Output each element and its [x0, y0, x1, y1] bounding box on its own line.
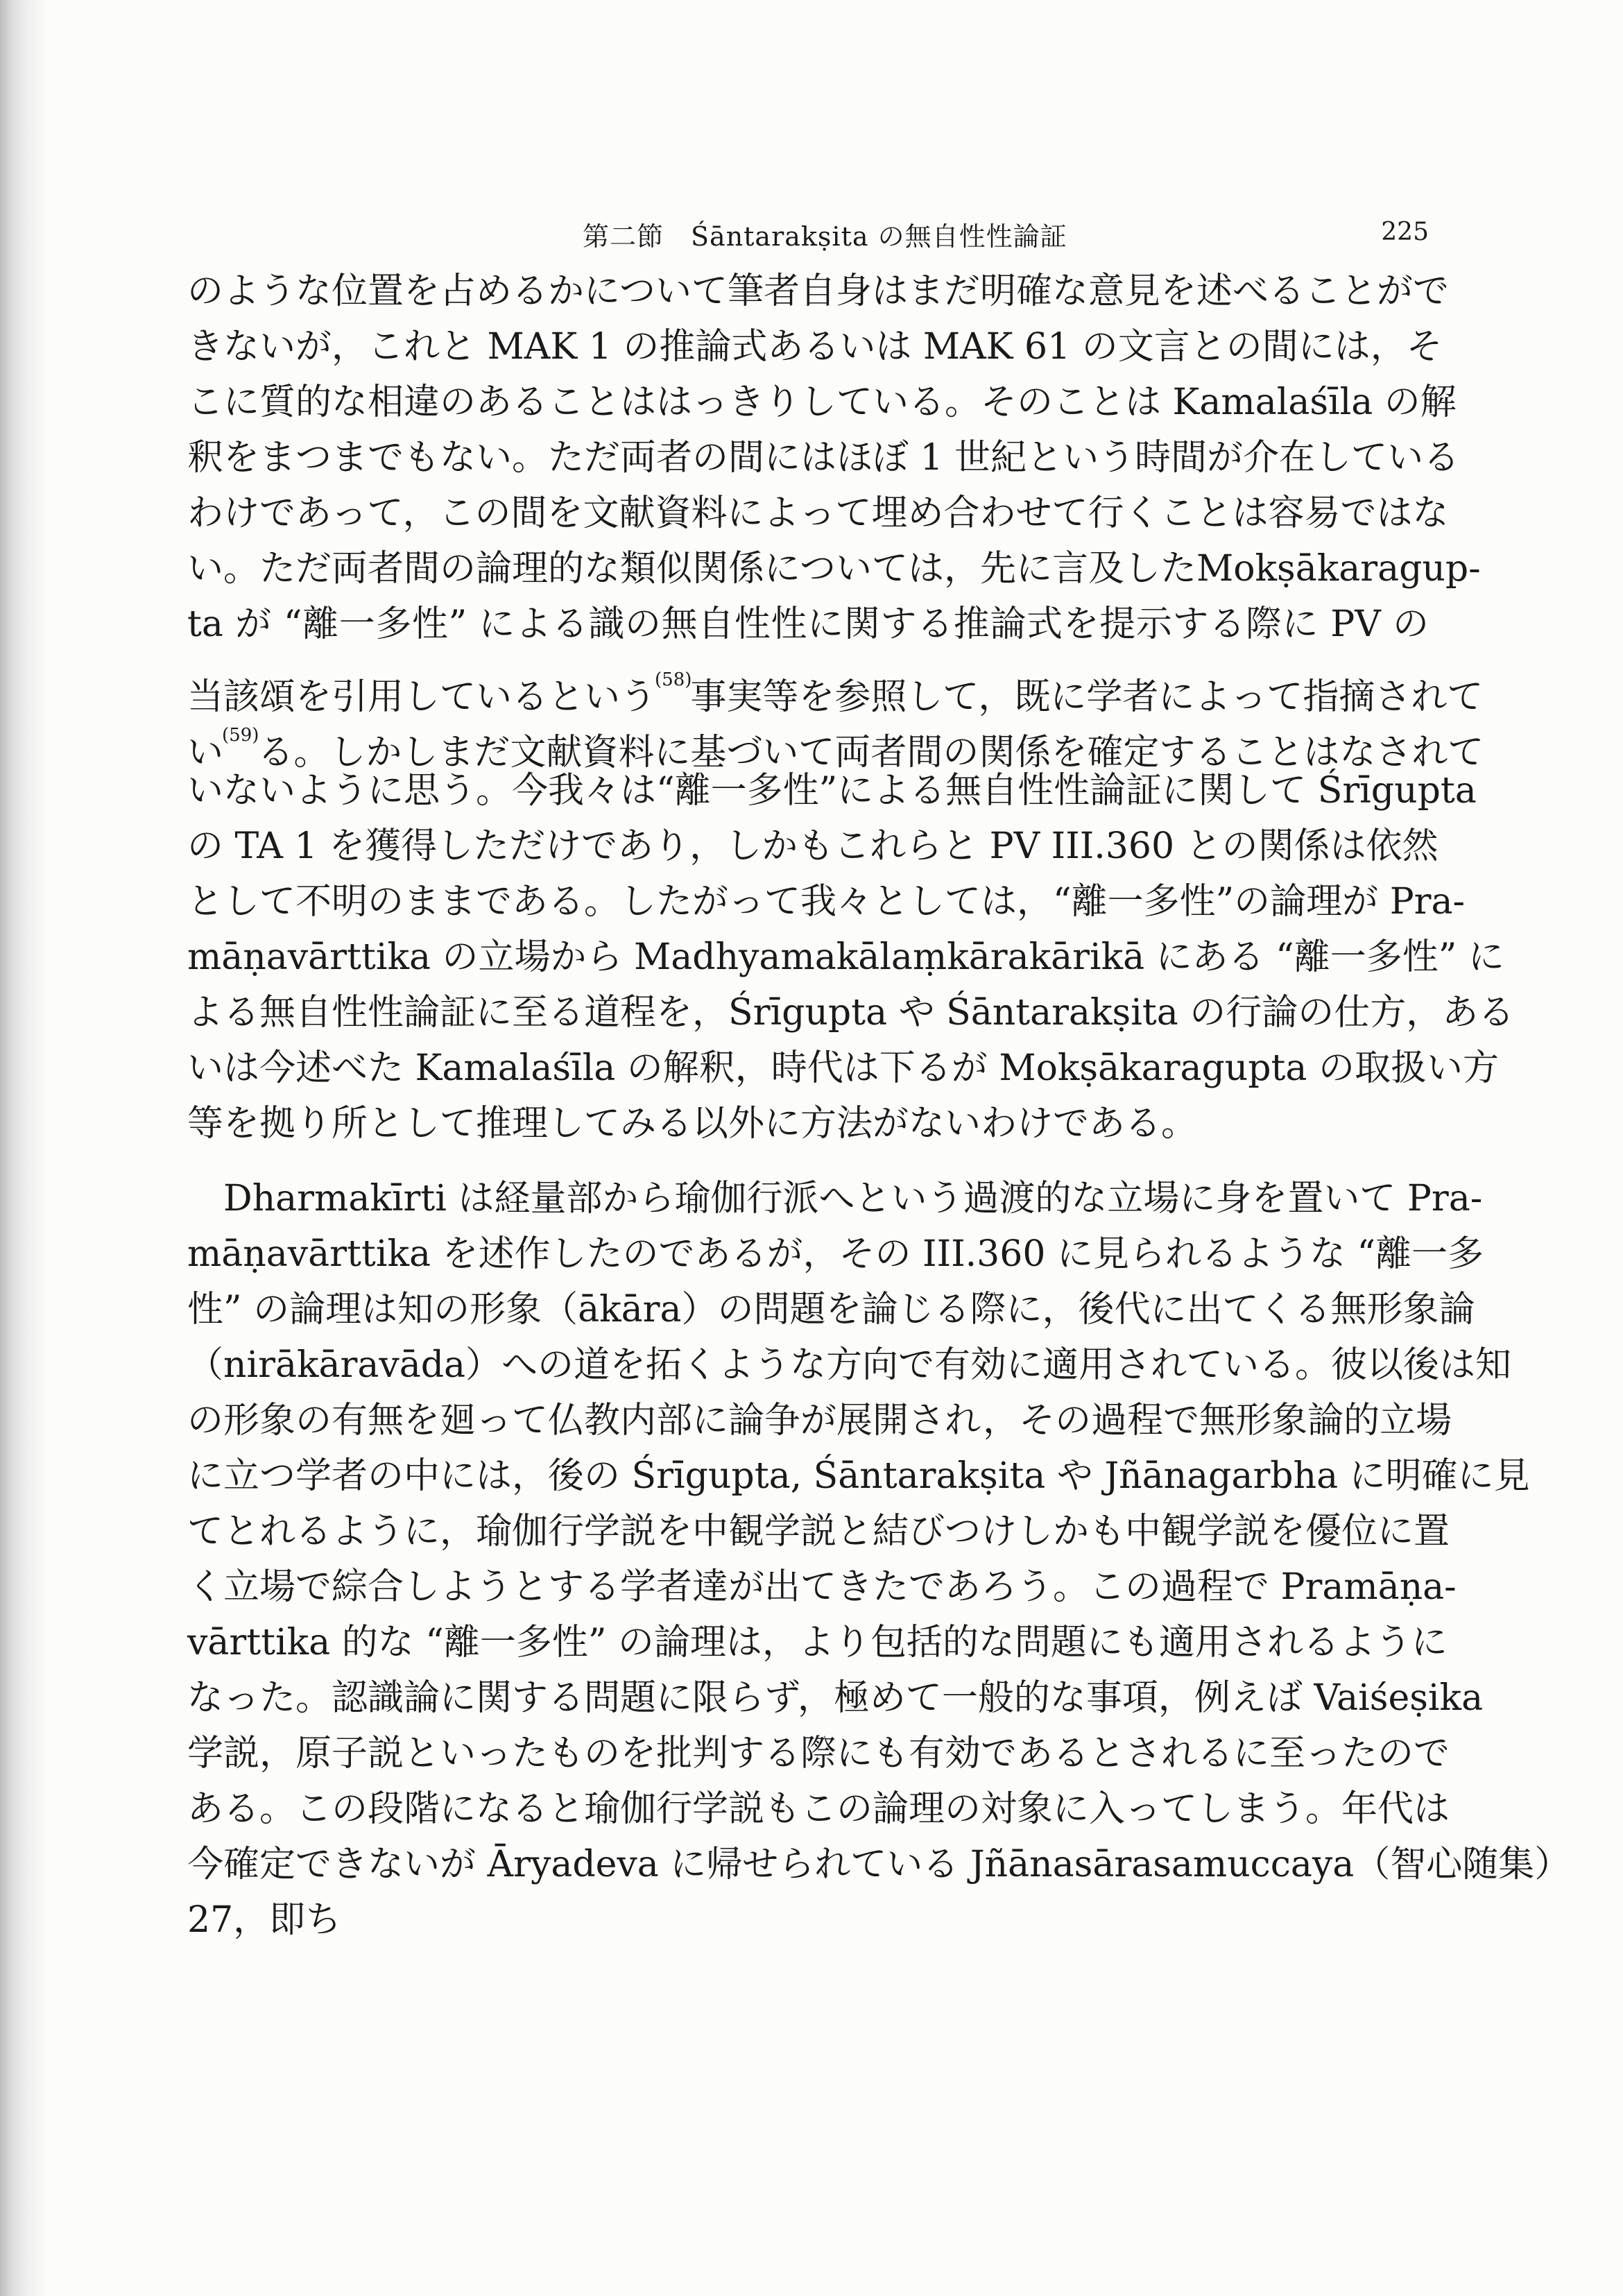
- scan-binding-shadow: [0, 0, 49, 2296]
- text-line: 性” の論理は知の形象（ākāra）の問題を論じる際に，後代に出てくる無形象論: [187, 1289, 1475, 1330]
- text-fragment: い$^{(59)}$る。しかしまだ文献資料に基づいて両者間の関係を確定することはなされて: [187, 725, 1484, 773]
- text-line-with-note: [187, 652, 1484, 718]
- footnote-marker: (59): [222, 725, 259, 746]
- text-line: の TA 1 を獲得しただけであり，しかもこれらと PV III.360 との関係は依然: [187, 825, 1439, 867]
- text-line: きないが，これと MAK 1 の推論式あるいは MAK 61 の文言との間には，そ: [187, 326, 1443, 368]
- book-page: [187, 208, 1571, 1948]
- text-line: （nirākāravāda）への道を拓くような方向で有効に適用されている。彼以後は知: [187, 1344, 1512, 1386]
- text-fragment: 当該頌を引用しているという$^{(58)}$事実等を参照して，既に学者によって指摘されて: [187, 669, 1484, 718]
- text-line: のような位置を占めるかについて筆者自身はまだ明確な意見を述べることがで: [187, 271, 1449, 312]
- text-line: の形象の有無を廻って仏教内部に論争が展開され，その過程で無形象論的立場: [187, 1400, 1452, 1441]
- text-line: く立場で綜合しようとする学者達が出てきたであろう。この過程で Pramāṇa-: [187, 1566, 1457, 1608]
- text-line: 今確定できないが Āryadeva に帰せられている Jñānasārasamuccaya（智心随集）: [187, 1844, 1571, 1885]
- text-line: に立つ学者の中には，後の Śrīgupta, Śāntarakṣita や Jñānagarbha に明確に見: [187, 1455, 1530, 1497]
- text-line: よる無自性性論証に至る道程を，Śrīgupta や Śāntarakṣita の行論の仕方，ある: [187, 992, 1515, 1034]
- text-line: vārttika 的な “離一多性” の論理は，より包括的な問題にも適用されるように: [187, 1622, 1448, 1663]
- text-line: 等を拠り所として推理してみる以外に方法がないわけである。: [187, 1103, 1198, 1145]
- text-line: ある。この段階になると瑜伽行学説もこの論理の対象に入ってしまう。年代は: [187, 1788, 1450, 1830]
- text-line: いは今述べた Kamalaśīla の解釈，時代は下るが Mokṣākaragupta の取扱い方: [187, 1047, 1499, 1089]
- text-line: Dharmakīrti は経量部から瑜伽行派へという過渡的な立場に身を置いて Pra-: [223, 1178, 1483, 1219]
- text-line: いないように思う。今我々は“離一多性”による無自性性論証に関して Śrīgupta: [187, 770, 1477, 812]
- page-number: 225: [1381, 218, 1429, 246]
- footnote-marker: (58): [655, 669, 692, 690]
- text-line: なった。認識論に関する問題に限らず，極めて一般的な事項，例えば Vaiśeṣika: [187, 1677, 1484, 1719]
- text-line: ta が “離一多性” による識の無自性性に関する推論式を提示する際に PV の: [187, 603, 1429, 645]
- paragraph-2: [187, 1171, 1571, 1948]
- text-line: い。ただ両者間の論理的な類似関係については，先に言及したMokṣākaragup-: [187, 548, 1481, 590]
- text-line: māṇavārttika の立場から Madhyamakālaṃkārakārikā にある “離一多性” に: [187, 936, 1504, 978]
- text-line: 学説，原子説といったものを批判する際にも有効であるとされるに至ったので: [187, 1733, 1450, 1774]
- text-line: 釈をまつまでもない。ただ両者の間にはほぼ 1 世紀という時間が介在している: [187, 437, 1460, 479]
- text-line: māṇavārttika を述作したのであるが，その III.360 に見られるような “離一多: [187, 1233, 1484, 1275]
- running-head: 第二節 Śāntarakṣita の無自性性論証: [583, 221, 1067, 252]
- text-line: わけであって，この間を文献資料によって埋め合わせて行くことは容易ではな: [187, 492, 1449, 534]
- text-line: 27，即ち: [187, 1899, 342, 1941]
- text-line-with-note: [187, 708, 1484, 773]
- text-line: として不明のままである。したがって我々としては，“離一多性”の論理が Pra-: [187, 881, 1466, 923]
- paragraph-1: [187, 264, 1515, 1151]
- page-header: [187, 208, 1429, 264]
- text-line: こに質的な相違のあることははっきりしている。そのことは Kamalaśīla の解: [187, 382, 1457, 423]
- text-line: てとれるように，瑜伽行学説を中観学説と結びつけしかも中観学説を優位に置: [187, 1511, 1450, 1552]
